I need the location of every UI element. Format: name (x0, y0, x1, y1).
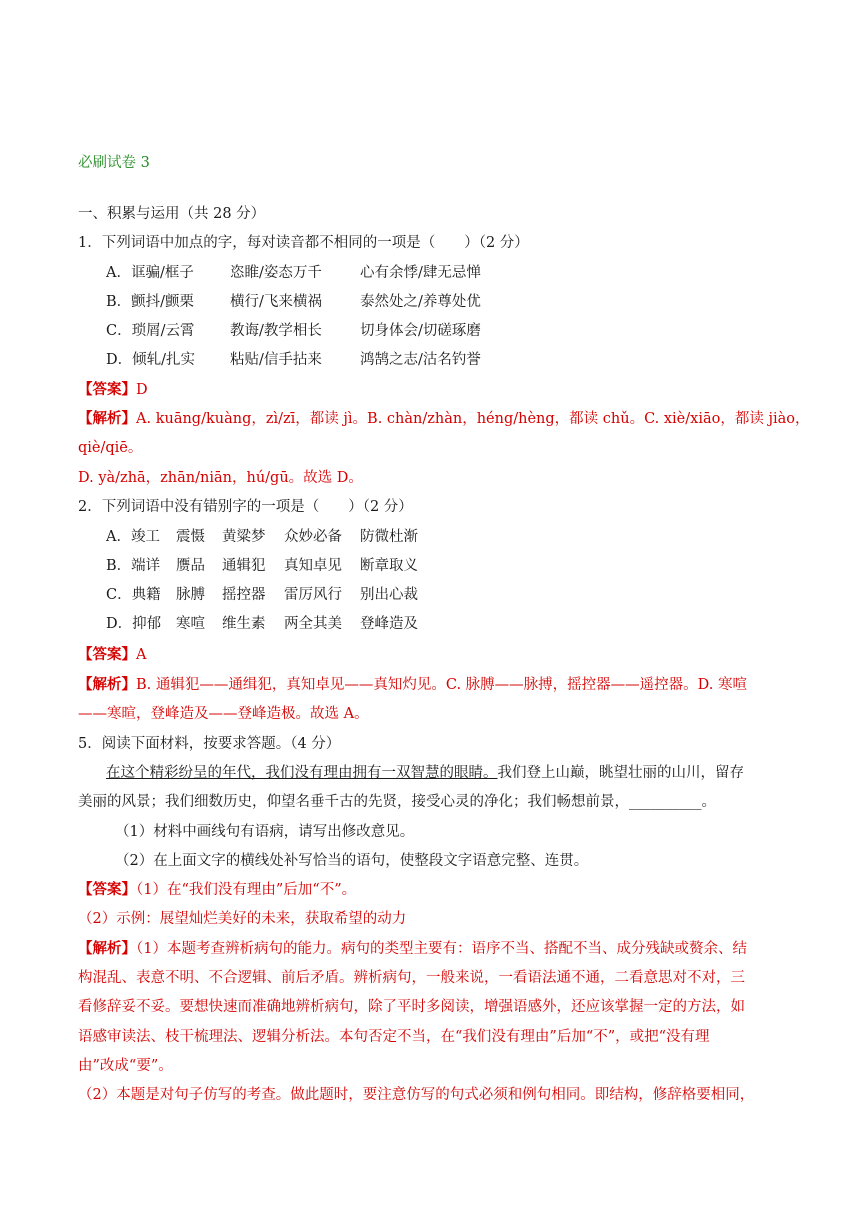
q5-sub2: （2）在上面文字的横线处补写恰当的语句，使整段文字语意完整、连贯。 (115, 853, 589, 869)
q2-analysis-line1: 【解析】B. 通辑犯——通缉犯，真知卓见——真知灼见。C. 脉膊——脉搏，摇控器——遥控器。D. 寒喧 (78, 676, 747, 693)
q5-analysis-line4: 语感审读法、枝干梳理法、逻辑分析法。本句否定不当，在“我们没有理由”后加“不”，或把“没有理 (78, 1029, 710, 1045)
q1-answer: 【答案】D (78, 381, 148, 398)
q5-sub1: （1）材料中画线句有语病，请写出修改意见。 (115, 824, 415, 840)
q1-analysis-line1: 【解析】A. kuāng/kuàng，zì/zī，都读 jì。B. chàn/zhàn，héng/hèng，都读 chǔ。C. xiè/xiāo，都读 jiào， (78, 410, 810, 427)
q5-analysis-line6: （2）本题是对句子仿写的考查。做此题时，要注意仿写的句式必须和例句相同。即结构，修辞格要相同， (78, 1087, 755, 1103)
q2-stem: 2．下列词语中没有错别字的一项是（ ）（2 分） (78, 499, 413, 515)
q1-analysis-line3: D. yà/zhā，zhān/niān，hú/gū。故选 D。 (78, 470, 363, 486)
document-page: 必刷试卷 3 一、积累与运用（共 28 分） 1．下列词语中加点的字，每对读音都不相同的一项是（ ）（2 分） A．诓骗/框子 恣睢/姿态万千 心有余悸/肆无忌惮 B．颤抖/颤栗 横行/飞来横祸 泰然处之/养尊处优 C．琐屑/云霄 教诲/教学相长 切身体会/切磋琢磨 D．倾轧/扎实 粘贴/信手拈来 鸿鹄之志/沽名钓誉 【答案】D 【解析】A. kuāng/kuàng，zì/zī，都读 jì。B. chàn/zhàn，héng/hèng，都读 chǔ。C. xiè/xiāo，都读 jiào， qiè/qiē。 D. yà/zhā，zhān/niān，hú/gū。故选 D。 2．下列词语中没有错别字的一项是（ ）（2 分） A．竣工 震慑 黄粱梦 众妙必备 防微杜渐 B．端详 赝品 通辑犯 真知卓见 断章取义 C．典籍 脉膊 摇控器 雷厉风行 别出心裁 D．抑郁 寒喧 维生素 两全其美 登峰造及 【答案】A 【解析】B. 通辑犯——通缉犯，真知卓见——真知灼见。C. 脉膊——脉搏，摇控器——遥控器。D. 寒喧 ——寒暄，登峰造及——登峰造极。故选 A。 5．阅读下面材料，按要求答题。（4 分） 在这个精彩纷呈的年代，我们没有理由拥有一双智慧的眼睛。我们登上山巅，眺望壮丽的山川，留存 美丽的风景；我们细数历史，仰望名垂千古的先贤，接受心灵的净化；我们畅想前景，__________。 （1）材料中画线句有语病，请写出修改意见。 （2）在上面文字的横线处补写恰当的语句，使整段文字语意完整、连贯。 【答案】（1）在“我们没有理由”后加“不”。 （2）示例：展望灿烂美好的未来，获取希望的动力 【解析】（1）本题考查辨析病句的能力。病句的类型主要有：语序不当、搭配不当、成分残缺或赘余、结 构混乱、表意不明、不合逻辑、前后矛盾。辨析病句，一般来说，一看语法通不通，二看意思对不对，三 看修辞妥不妥。要想快速而准确地辨析病句，除了平时多阅读，增强语感外，还应该掌握一定的方法，如 语感审读法、枝干梳理法、逻辑分析法。本句否定不当，在“我们没有理由”后加“不”，或把“没有理 由”改成“要”。 （2）本题是对句子仿写的考查。做此题时，要注意仿写的句式必须和例句相同。即结构，修辞格要相同， (78, 155, 810, 1103)
q5-passage-line1: 在这个精彩纷呈的年代，我们没有理由拥有一双智慧的眼睛。我们登上山巅，眺望壮丽的山川，留存 (106, 765, 744, 781)
q5-passage-line2: 美丽的风景；我们细数历史，仰望名垂千古的先贤，接受心灵的净化；我们畅想前景，__________。 (78, 794, 716, 810)
q5-analysis-line1: 【解析】（1）本题考查辨析病句的能力。病句的类型主要有：语序不当、搭配不当、成分残缺或赘余、结 (78, 940, 747, 957)
q2-analysis-line2: ——寒暄，登峰造及——登峰造极。故选 A。 (78, 706, 369, 722)
q1-stem: 1．下列词语中加点的字，每对读音都不相同的一项是（ ）（2 分） (78, 235, 529, 251)
q5-analysis-line2: 构混乱、表意不明、不合逻辑、前后矛盾。辨析病句，一般来说，一看语法通不通，二看意思对不对，三 (78, 970, 745, 986)
q5-analysis-line3: 看修辞妥不妥。要想快速而准确地辨析病句，除了平时多阅读，增强语感外，还应该掌握一定的方法，如 (78, 999, 745, 1015)
q5-analysis-line5: 由”改成“要”。 (78, 1058, 173, 1074)
q5-answer-line1: 【答案】（1）在“我们没有理由”后加“不”。 (78, 881, 357, 898)
underlined-sentence: 在这个精彩纷呈的年代，我们没有理由拥有一双智慧的眼睛。 (106, 765, 498, 781)
q5-answer-line2: （2）示例：展望灿烂美好的未来，获取希望的动力 (78, 911, 407, 927)
q1-analysis-line2: qiè/qiē。 (78, 440, 143, 456)
q5-stem: 5．阅读下面材料，按要求答题。（4 分） (78, 736, 341, 752)
paper-title: 必刷试卷 3 (78, 155, 150, 171)
section-heading: 一、积累与运用（共 28 分） (78, 206, 266, 222)
q2-answer: 【答案】A (78, 646, 147, 663)
